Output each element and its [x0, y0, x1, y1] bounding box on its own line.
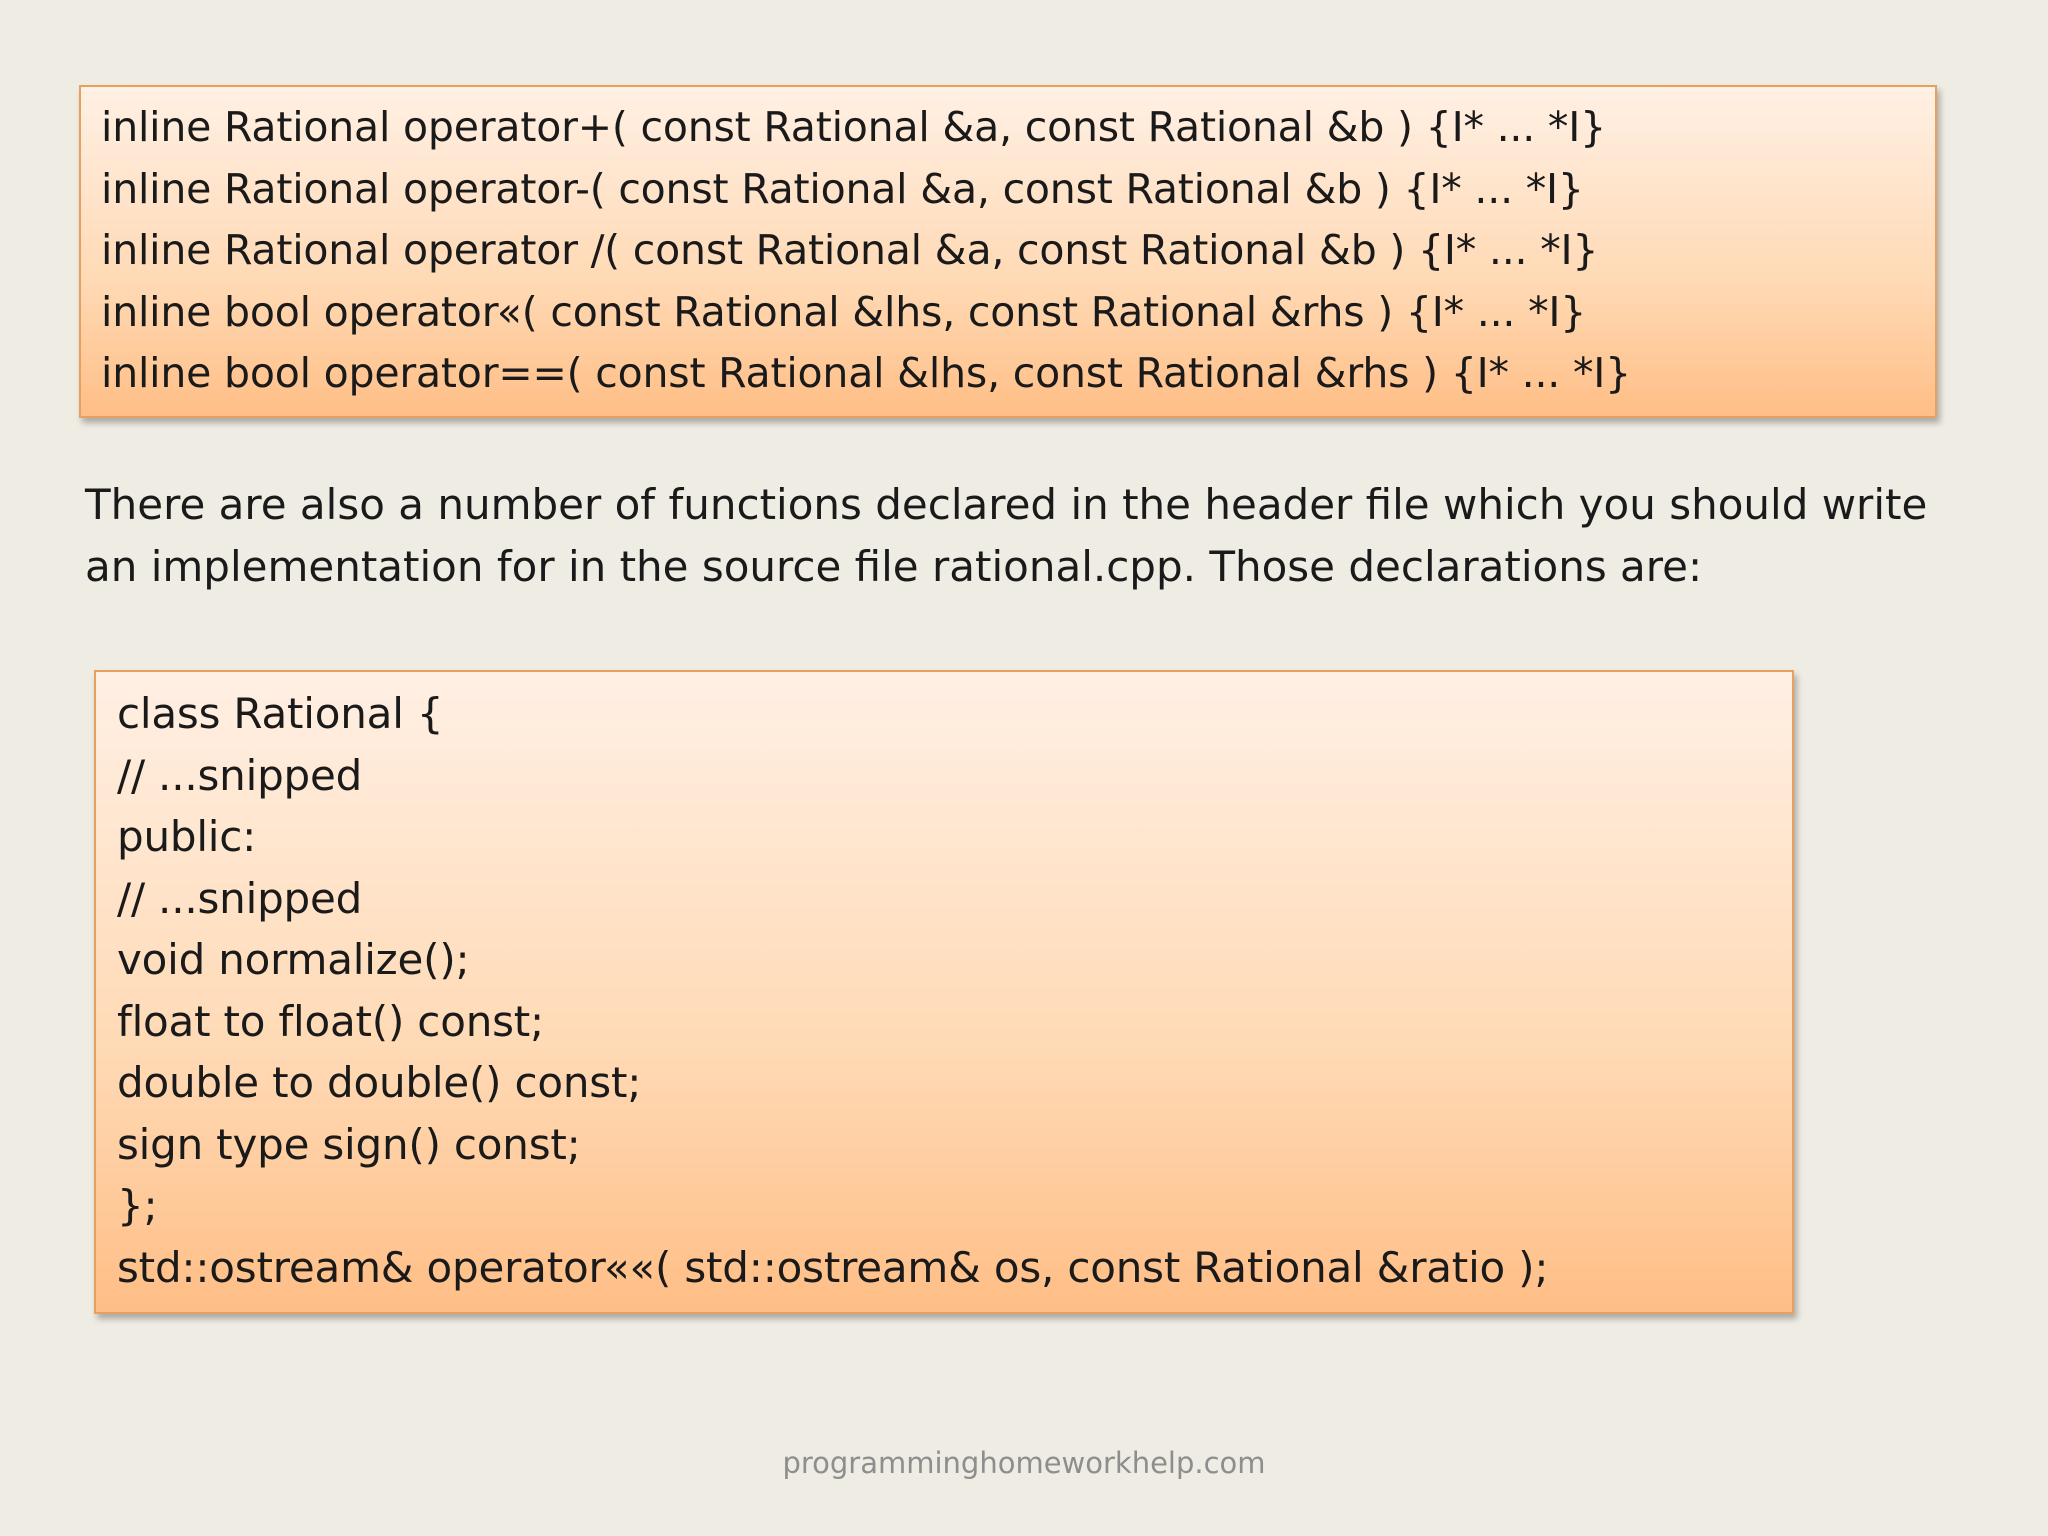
- code-line: double to double() const;: [117, 1058, 642, 1107]
- class-code-box: [94, 670, 1794, 1314]
- code-line: inline Rational operator+( const Rational &a, const Rational &b ) {I* ... *I}: [101, 103, 1607, 151]
- paragraph-line: There are also a number of functions declared in the header file which you should write: [85, 480, 1928, 529]
- code-line: void normalize();: [117, 935, 470, 984]
- code-line: inline Rational operator /( const Rational &a, const Rational &b ) {I* ... *I}: [101, 226, 1599, 274]
- code-line: // ...snipped: [117, 750, 363, 800]
- code-line: // ...snipped: [117, 873, 363, 923]
- code-line: inline bool operator«( const Rational &lhs, const Rational &rhs ) {I* ... *I}: [101, 287, 1587, 336]
- body-paragraph: [85, 474, 1965, 597]
- code-line: float to float() const;: [117, 996, 545, 1046]
- code-line: inline bool operator==( const Rational &lhs, const Rational &rhs ) {I* ... *I}: [101, 349, 1632, 397]
- operator-code-box: [79, 85, 1937, 418]
- code-line: std::ostream& operator««( std::ostream& os, const Rational &ratio );: [117, 1242, 1549, 1292]
- paragraph-line: an implementation for in the source file rational.cpp. Those declarations are:: [85, 541, 1703, 591]
- code-line: inline Rational operator-( const Rational &a, const Rational &b ) {I* ... *I}: [101, 164, 1584, 213]
- code-line: sign type sign() const;: [117, 1119, 581, 1169]
- code-line: };: [117, 1181, 158, 1230]
- code-line: public:: [117, 812, 257, 861]
- code-line: class Rational {: [117, 689, 444, 738]
- footer-watermark: programminghomeworkhelp.com: [782, 1446, 1266, 1480]
